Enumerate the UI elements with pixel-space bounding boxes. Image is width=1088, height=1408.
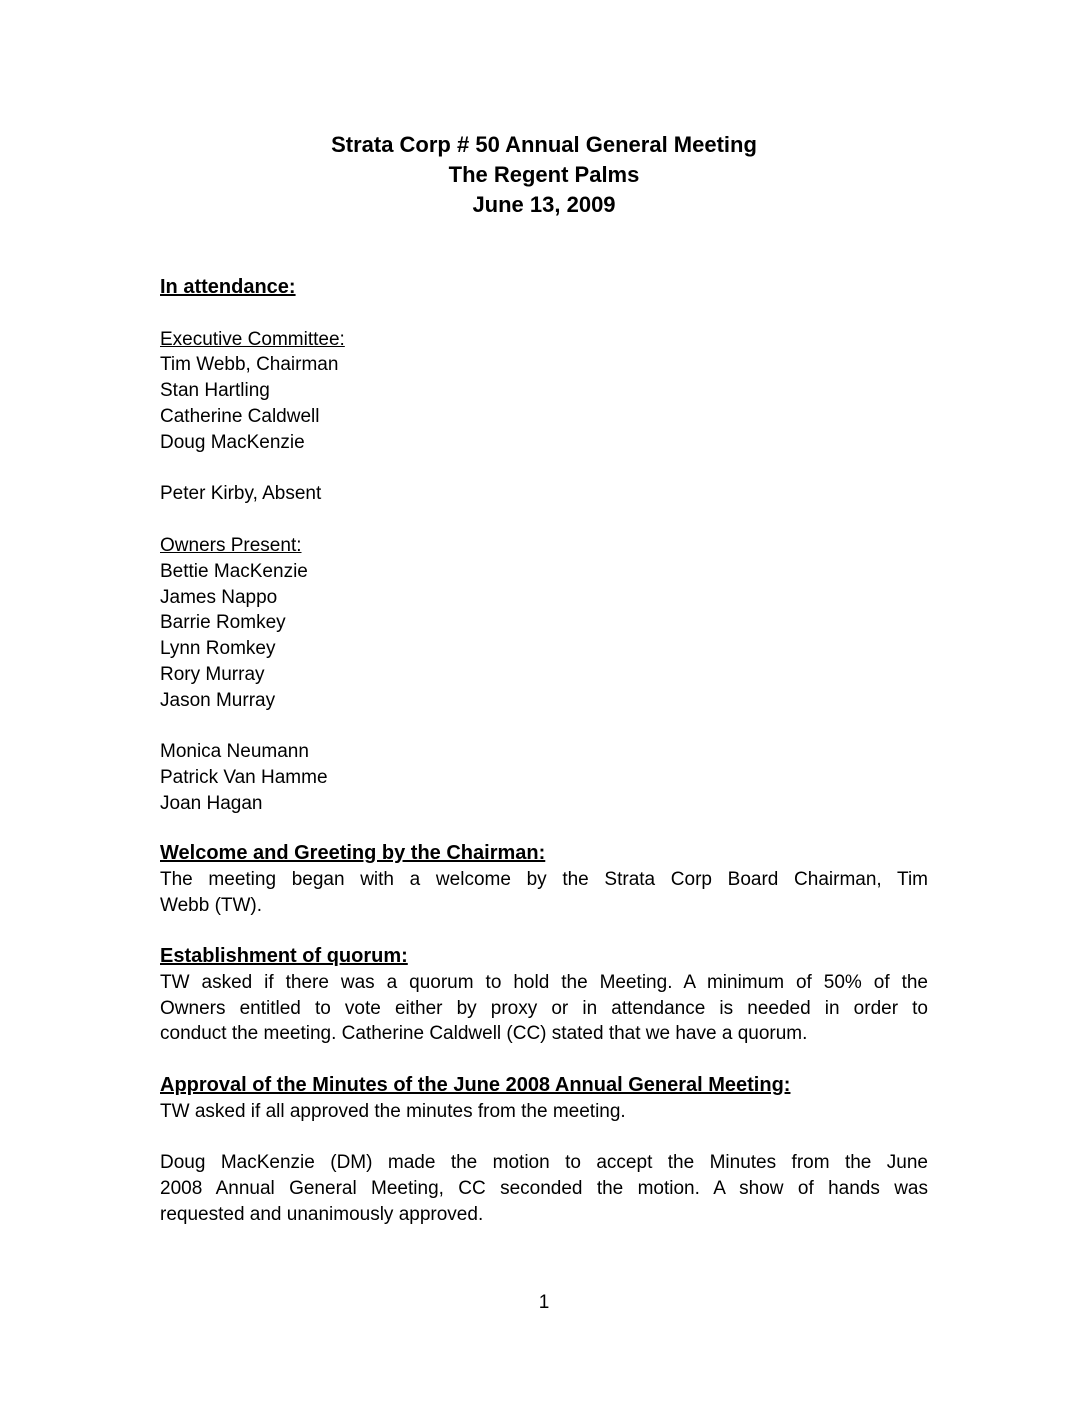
absent-member: Peter Kirby, Absent (160, 483, 322, 505)
paragraph-line: conduct the meeting. Catherine Caldwell (CC) stated that we have a quorum. (160, 1023, 808, 1045)
approval-heading: Approval of the Minutes of the June 2008 Annual General Meeting: (160, 1074, 791, 1096)
title-line: The Regent Palms (448, 162, 640, 187)
list-item: Catherine Caldwell (160, 405, 320, 427)
list-item: Lynn Romkey (160, 638, 276, 660)
list-item: Patrick Van Hamme (160, 767, 328, 789)
welcome-section (160, 841, 928, 918)
approval-section (160, 1073, 928, 1228)
list-item: Bettie MacKenzie (160, 560, 308, 582)
paragraph-line: Doug MacKenzie (DM) made the motion to accept the Minutes from the June (160, 1152, 928, 1174)
welcome-heading: Welcome and Greeting by the Chairman: (160, 842, 546, 864)
quorum-heading: Establishment of quorum: (160, 945, 408, 967)
paragraph-line: The meeting began with a welcome by the Strata Corp Board Chairman, Tim (160, 868, 928, 890)
attendance-heading: In attendance: (160, 276, 296, 298)
title-line: Strata Corp # 50 Annual General Meeting (331, 132, 757, 157)
list-item: Monica Neumann (160, 741, 309, 763)
list-item: Stan Hartling (160, 380, 270, 402)
paragraph-line: requested and unanimously approved. (160, 1203, 484, 1225)
paragraph-line: Owners entitled to vote either by proxy or in attendance is needed in order to (160, 997, 928, 1019)
paragraph-line: TW asked if all approved the minutes from the meeting. (160, 1100, 626, 1122)
document-title (0, 130, 1088, 220)
executive-label: Executive Committee: (160, 328, 345, 350)
paragraph-line: 2008 Annual General Meeting, CC seconded the motion. A show of hands was (160, 1178, 928, 1200)
list-item: Rory Murray (160, 663, 265, 685)
list-item: Barrie Romkey (160, 612, 286, 634)
paragraph-line: TW asked if there was a quorum to hold the Meeting. A minimum of 50% of the (160, 971, 928, 993)
list-item: Tim Webb, Chairman (160, 354, 339, 376)
page-number: 1 (538, 1292, 550, 1313)
attendance-section (160, 275, 928, 817)
list-item: Jason Murray (160, 689, 276, 711)
owners-label: Owners Present: (160, 534, 302, 556)
list-item: James Nappo (160, 586, 278, 608)
list-item: Doug MacKenzie (160, 431, 305, 453)
paragraph-line: Webb (TW). (160, 894, 263, 916)
quorum-section (160, 944, 928, 1047)
list-item: Joan Hagan (160, 792, 263, 814)
title-line: June 13, 2009 (472, 192, 616, 217)
